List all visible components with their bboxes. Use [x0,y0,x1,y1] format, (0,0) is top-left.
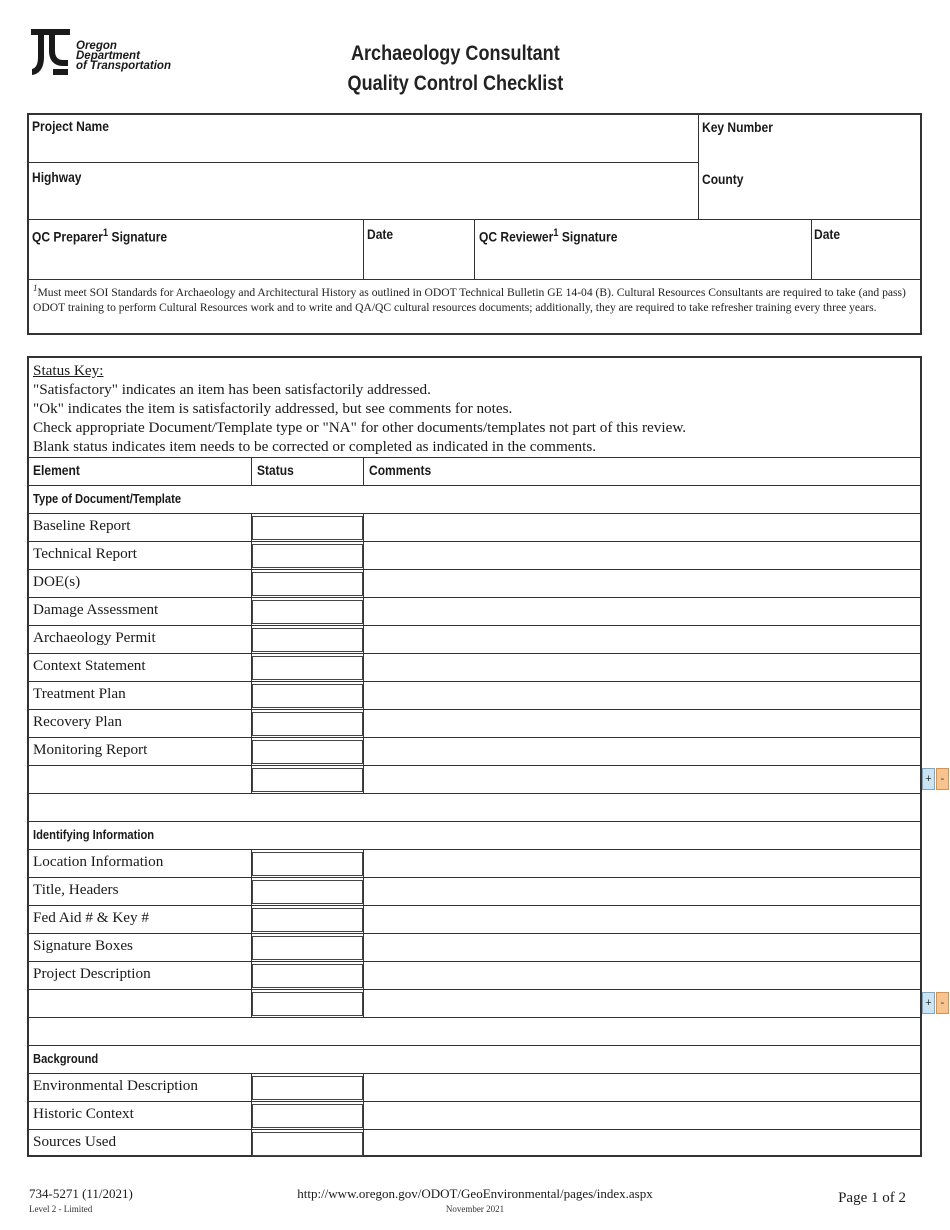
element-label: Title, Headers [33,881,119,898]
spacer-row [29,1017,920,1045]
page-number: Page 1 of 2 [838,1190,906,1206]
remove-row-button[interactable]: - [936,768,949,790]
status-checkbox[interactable] [252,740,363,764]
comments-field[interactable] [365,626,919,653]
project-name-field[interactable] [32,118,121,136]
checklist-item-row [29,1101,920,1129]
status-checkbox[interactable] [252,516,363,540]
status-checkbox[interactable] [252,852,363,876]
qc-preparer-label: QC Preparer$^1$ Signature [32,227,168,245]
status-checkbox[interactable] [252,1104,363,1128]
element-label: Location Information [33,853,164,870]
highway-label: Highway [32,169,82,185]
status-checkbox[interactable] [252,544,363,568]
status-checkbox[interactable] [252,880,363,904]
qc-preparer-signature-field[interactable] [32,227,189,247]
status-key [33,361,686,456]
status-key-title: Status Key: [33,362,104,379]
element-label: Treatment Plan [33,685,126,702]
checklist-item-row [29,1129,920,1157]
checklist-item-row [29,765,945,793]
checklist-item-row [29,737,920,765]
key-number-field[interactable] [702,119,784,137]
status-checkbox[interactable] [252,908,363,932]
comments-field[interactable] [365,738,919,765]
reviewer-date-field[interactable] [814,226,844,244]
element-label: Archaeology Permit [33,629,156,646]
status-checkbox[interactable] [252,992,363,1016]
checklist-item-row [29,541,920,569]
element-label: Damage Assessment [33,601,159,618]
odot-logo [30,27,200,79]
footer-url[interactable]: http://www.oregon.gov/ODOT/GeoEnvironmental/pages/index.aspx [297,1186,653,1201]
comments-field[interactable] [365,1130,919,1157]
section-header-row [29,485,920,513]
section-header-row [29,821,920,849]
comments-field[interactable] [365,878,919,905]
section-title: Type of Document/Template [33,491,182,506]
status-checkbox[interactable] [252,684,363,708]
column-header-comments: Comments [369,462,432,478]
project-info-box [27,113,922,335]
checklist-item-row [29,877,920,905]
agency-name [76,41,171,71]
checklist-item-row [29,625,920,653]
element-label: Sources Used [33,1133,117,1150]
element-label: Technical Report [33,545,137,562]
comments-field[interactable] [365,654,919,681]
preparer-date-label: Date [367,226,394,242]
status-key-line: Check appropriate Document/Template type or "NA" for other documents/templates not part of this review. [33,419,687,436]
comments-field[interactable] [365,1102,919,1129]
checklist-item-row [29,597,920,625]
comments-field[interactable] [365,962,919,989]
element-label: Signature Boxes [33,937,133,954]
checklist-item-row [29,709,920,737]
status-key-line: "Ok" indicates the item is satisfactorily addressed, but see comments for notes. [33,400,513,417]
preparer-date-field[interactable] [367,226,397,244]
element-label: DOE(s) [33,573,81,590]
element-label: Historic Context [33,1105,134,1122]
comments-field[interactable] [365,682,919,709]
document-title-line2: Quality Control Checklist [347,72,563,95]
highway-field[interactable] [32,169,90,187]
agency-name-line3: of Transportation [76,60,171,72]
column-header-element: Element [33,462,80,478]
footer-date: November 2021 [445,1204,505,1214]
checklist-item-row [29,905,920,933]
checklist-item-row [29,933,920,961]
status-key-line: Blank status indicates item needs to be corrected or completed as indicated in the comments. [33,438,597,455]
status-checkbox[interactable] [252,1132,363,1156]
checklist-item-row [29,681,920,709]
key-number-label: Key Number [702,119,773,135]
comments-field[interactable] [365,514,919,541]
qc-checklist-table [27,356,945,1157]
table-header-row [29,457,920,485]
spacer-row [29,793,920,821]
element-label: Fed Aid # & Key # [33,909,150,926]
comments-field[interactable] [365,1074,919,1101]
document-title-line1: Archaeology Consultant [350,42,560,65]
agency-name-line2: Department [76,50,140,62]
county-label: County [702,171,744,187]
comments-field[interactable] [365,766,919,793]
status-checkbox[interactable] [252,1076,363,1100]
qc-reviewer-label: QC Reviewer$^1$ Signature [479,227,618,245]
comments-field[interactable] [365,542,919,569]
checklist-item-row [29,989,945,1017]
status-checkbox[interactable] [252,600,363,624]
status-checkbox[interactable] [252,656,363,680]
comments-field[interactable] [365,934,919,961]
checklist-item-row [29,569,920,597]
project-name-label: Project Name [32,118,109,134]
reviewer-date-label: Date [814,226,841,242]
status-key-line: "Satisfactory" indicates an item has been satisfactorily addressed. [33,381,431,398]
element-label: Context Statement [33,657,146,674]
comments-field[interactable] [365,570,919,597]
comments-field[interactable] [365,710,919,737]
qc-reviewer-signature-field[interactable] [479,227,640,247]
comments-field[interactable] [365,850,919,877]
checklist-item-row [29,513,920,541]
remove-row-button[interactable]: - [936,992,949,1014]
status-checkbox[interactable] [252,768,363,792]
section-title: Identifying Information [33,827,155,842]
status-checkbox[interactable] [252,628,363,652]
element-label: Monitoring Report [33,741,148,758]
status-checkbox[interactable] [252,572,363,596]
odot-logo-mark-icon [30,27,72,77]
add-row-button[interactable]: + [922,768,935,790]
status-checkbox[interactable] [252,712,363,736]
agency-name-line1: Oregon [76,40,117,52]
comments-field[interactable] [365,990,919,1017]
add-row-button[interactable]: + [922,992,935,1014]
element-label: Project Description [33,965,151,982]
checklist-item-row [29,653,920,681]
section-header-row [29,1045,920,1073]
form-number: 734-5271 (11/2021) [29,1186,133,1201]
form-level: Level 2 - Limited [29,1204,93,1214]
section-title: Background [33,1051,99,1066]
status-checkbox[interactable] [252,936,363,960]
county-field[interactable] [702,171,750,189]
element-label: Recovery Plan [33,713,122,730]
status-checkbox[interactable] [252,964,363,988]
checklist-item-row [29,849,920,877]
checklist-item-row [29,961,920,989]
comments-field[interactable] [365,906,919,933]
element-label: Baseline Report [33,517,131,534]
qualification-footnote: $^1$Must meet SOI Standards for Archaeology and Architectural History as outlined in ODOT Technical Bulletin GE 14-04 (B). Cultural Resources Consultants are required to take (and pass) ODOT training to perform Cultural Resources work and to write and QA/QC cultural resources documents; additionally, they are required to take refresher training every three years. [33,283,906,315]
element-label: Environmental Description [33,1077,198,1094]
checklist-item-row [29,1073,920,1101]
column-header-status: Status [257,462,294,478]
comments-field[interactable] [365,598,919,625]
